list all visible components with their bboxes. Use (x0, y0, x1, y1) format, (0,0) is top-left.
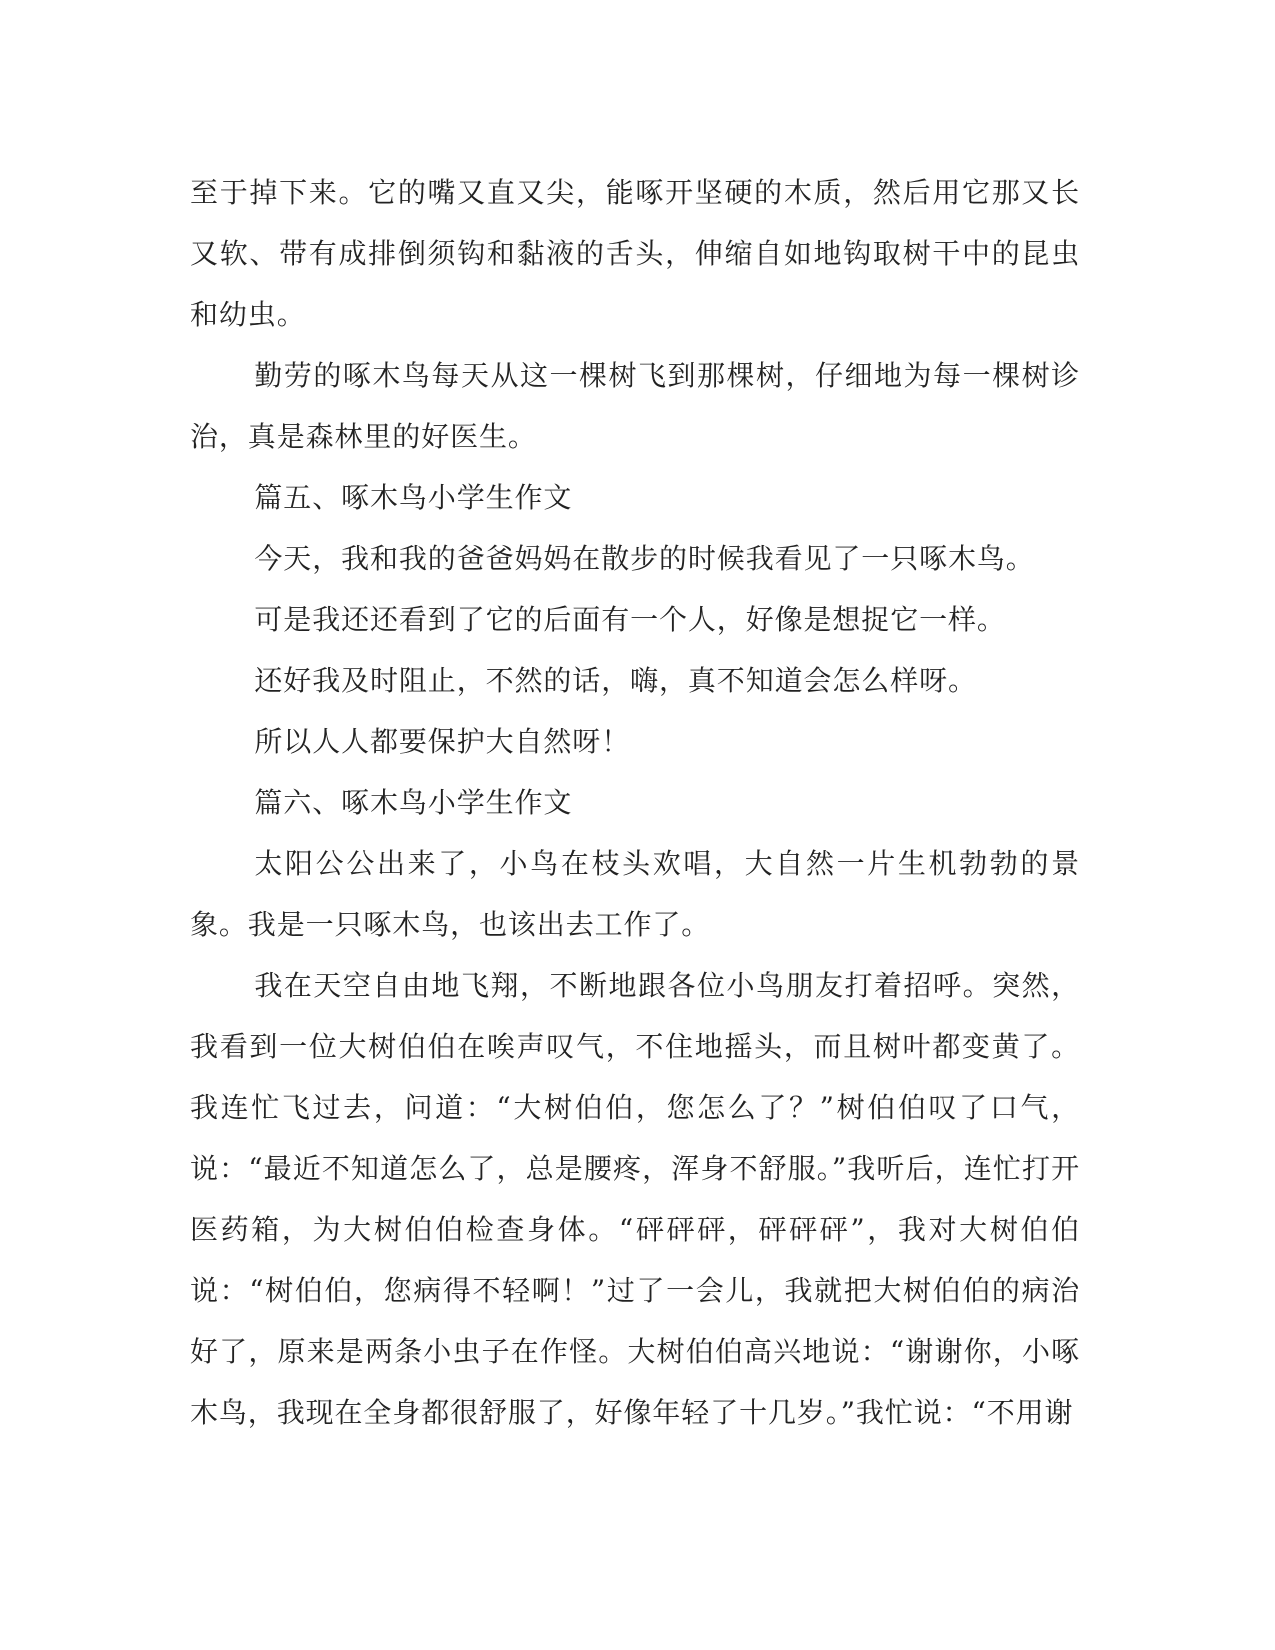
document-body (190, 162, 1080, 1443)
section-heading-5: 篇五、啄木鸟小学生作文 (254, 481, 573, 514)
paragraph: 今天，我和我的爸爸妈妈在散步的时候我看见了一只啄木鸟。 (254, 542, 1035, 575)
paragraph: 所以人人都要保护大自然呀！ (254, 725, 631, 758)
paragraph: 太阳公公出来了，小鸟在枝头欢唱，大自然一片生机勃勃的景象。我是一只啄木鸟，也该出去工作了。 (190, 847, 1080, 941)
paragraph: 我在天空自由地飞翔，不断地跟各位小鸟朋友打着招呼。突然，我看到一位大树伯伯在唉声叹气，不住地摇头，而且树叶都变黄了。我连忙飞过去，问道：“大树伯伯，您怎么了？”树伯伯叹了口气，说：“最近不知道怎么了，总是腰疼，浑身不舒服。”我听后，连忙打开医药箱，为大树伯伯检查身体。“砰砰砰，砰砰砰”，我对大树伯伯说：“树伯伯，您病得不轻啊！”过了一会儿，我就把大树伯伯的病治好了，原来是两条小虫子在作怪。大树伯伯高兴地说：“谢谢你，小啄木鸟，我现在全身都很舒服了，好像年轻了十几岁。”我忙说：“不用谢 (190, 969, 1080, 1429)
paragraph: 还好我及时阻止，不然的话，嗨，真不知道会怎么样呀。 (254, 664, 977, 697)
paragraph: 勤劳的啄木鸟每天从这一棵树飞到那棵树，仔细地为每一棵树诊治，真是森林里的好医生。 (190, 359, 1080, 453)
paragraph: 可是我还还看到了它的后面有一个人，好像是想捉它一样。 (254, 603, 1006, 636)
paragraph-continuation: 至于掉下来。它的嘴又直又尖，能啄开坚硬的木质，然后用它那又长又软、带有成排倒须钩和黏液的舌头，伸缩自如地钩取树干中的昆虫和幼虫。 (190, 176, 1080, 331)
section-heading-6: 篇六、啄木鸟小学生作文 (254, 786, 573, 819)
